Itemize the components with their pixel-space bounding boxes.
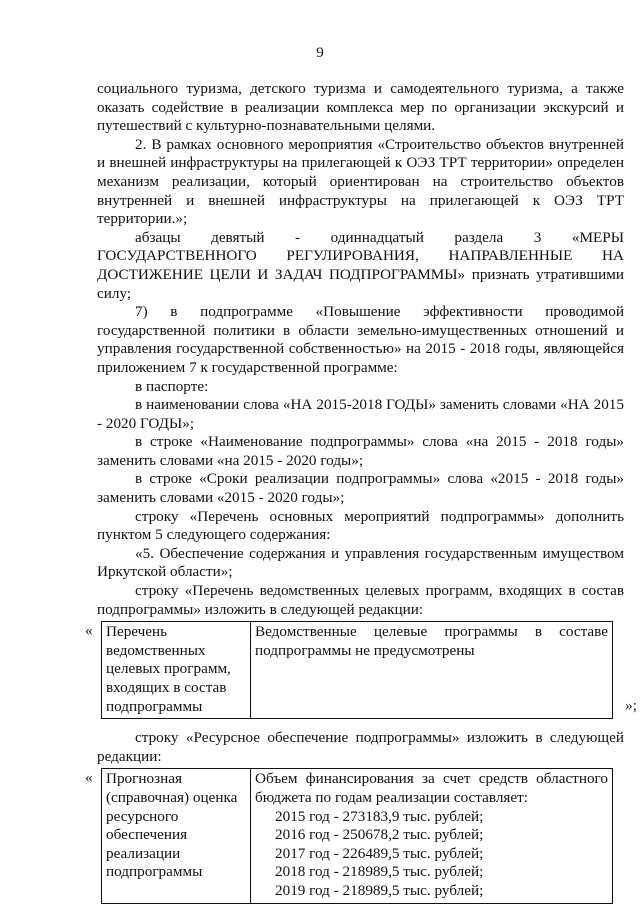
funding-line: 2019 год - 218989,5 тыс. рублей; [275, 881, 484, 899]
paragraph: в строке «Сроки реализации подпрограммы» слова «2015 - 2018 годы» заменить словами «2015 - 2020 годы»; [97, 470, 624, 507]
table-row [102, 769, 613, 903]
funding-line: 2017 год - 226489,5 тыс. рублей; [275, 844, 484, 862]
table-block-resources [85, 768, 624, 903]
paragraph: в наименовании слова «НА 2015-2018 ГОДЫ» заменить словами «НА 2015 - 2020 ГОДЫ»; [97, 396, 624, 432]
table-cell-value: Ведомственные целевые программы в составе подпрограммы не предусмотрены [251, 622, 613, 719]
funding-line: 2018 год - 218989,5 тыс. рублей; [275, 863, 484, 881]
paragraph: строку «Перечень ведомственных целевых программ, входящих в состав подпрограммы» изложить в следующей редакции: [97, 582, 624, 618]
resources-table [101, 768, 613, 903]
paragraph: социального туризма, детского туризма и самодеятельного туризма, а также оказать содействие в реализации комплекса мер по организации экскурсий и путешествий с культурно-познавательными целями. [97, 80, 624, 135]
programs-table [101, 621, 613, 719]
paragraph: в строке «Наименование подпрограммы» слова «на 2015 - 2018 годы» заменить словами «на 2015 - 2020 годы»; [97, 433, 624, 469]
paragraph: строку «Ресурсное обеспечение подпрограммы» изложить в следующей редакции: [97, 729, 624, 765]
table-cell-label: Перечень ведомственных целевых программ, входящих в состав подпрограммы [102, 622, 251, 719]
paragraph: 7) в подпрограмме «Повышение эффективности проводимой государственной политики в области земельно-имущественных отношений и управления государственной собственностью» на 2015 - 2018 годы, являющейся приложением 7 к государственной программе: [97, 303, 624, 376]
paragraph: строку «Перечень основных мероприятий подпрограммы» дополнить пунктом 5 следующего содержания: [97, 507, 624, 544]
page-number: 9 [316, 45, 324, 61]
paragraph: в паспорте: [135, 377, 209, 395]
funding-line: 2015 год - 273183,9 тыс. рублей; [275, 807, 484, 825]
table-cell-label: Прогнозная (справочная) оценка ресурсного обеспечения реализации подпрограммы [102, 769, 251, 903]
funding-intro: Объем финансирования за счет средств областного бюджета по годам реализации составляет: [255, 770, 608, 806]
document-body [85, 80, 637, 904]
paragraph: 2. В рамках основного мероприятия «Строительство объектов внутренней и внешней инфраструктуры на прилегающей к ОЭЗ ТРТ территории» определен механизм реализации, который ориентирован на строительство объектов внутренней и внешней инфраструктуры на прилегающей к ОЭЗ ТРТ территории.»; [97, 135, 624, 228]
opening-quote-mark: « [85, 769, 93, 787]
opening-quote-mark: « [85, 622, 93, 640]
closing-quote-mark: »; [625, 696, 637, 714]
paragraph: «5. Обеспечение содержания и управления государственным имуществом Иркутской области»; [97, 544, 624, 581]
paragraph: абзацы девятый - одиннадцатый раздела 3 «МЕРЫ ГОСУДАРСТВЕННОГО РЕГУЛИРОВАНИЯ, НАПРАВЛЕННЫЕ НА ДОСТИЖЕНИЕ ЦЕЛИ И ЗАДАЧ ПОДПРОГРАММЫ» признать утратившими силу; [97, 228, 624, 302]
table-row [102, 622, 613, 719]
table-cell-value [251, 769, 613, 903]
table-block-programs [85, 621, 637, 719]
funding-line: 2016 год - 250678,2 тыс. рублей; [275, 826, 484, 844]
